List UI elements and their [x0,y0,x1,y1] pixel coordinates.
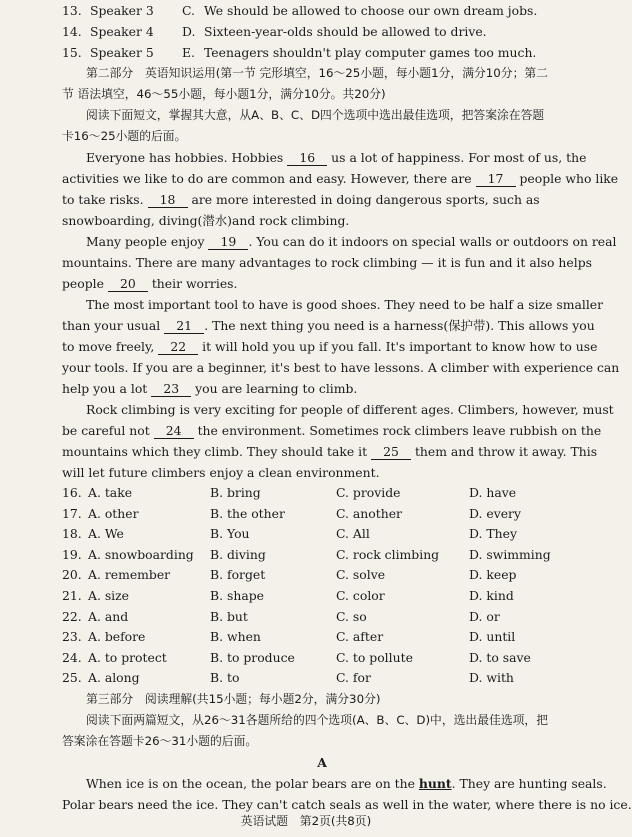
option-text: We should be allowed to choose our own dream jobs. [204,3,538,18]
option-d[interactable]: D. every [469,505,521,521]
option-c[interactable]: C. provide [336,485,401,500]
text: us a lot of happiness. For most of us, the [327,150,587,165]
text: . They are hunting seals. [451,775,607,791]
paragraph-3 [62,294,620,399]
option-b[interactable]: B. but [210,608,248,624]
part3-heading: 第三部分 阅读理解(共15小题；每小题2分，满分30分) [86,691,381,706]
option-c[interactable]: C. after [336,629,384,645]
question-number: 14. [62,24,82,39]
option-d[interactable]: D. to save [469,649,531,665]
option-b[interactable]: B. to produce [210,649,295,665]
text: you are learning to climb. [191,381,358,396]
text: When ice is on the ocean, the polar bears are on the [86,775,419,791]
part2-heading: 第二部分 英语知识运用(第一节 完形填空，16～25小题，每小题1分，满分10分；第二 [86,66,548,80]
option-d[interactable]: D. with [469,670,514,686]
speaker-row [62,21,582,42]
option-c[interactable]: C. to pollute [336,649,413,665]
option-d[interactable]: D. swimming [469,546,551,562]
option-a[interactable]: A. to protect [88,649,167,665]
option-d[interactable]: D. until [469,629,516,645]
question-number: 17. [62,505,82,521]
option-a[interactable]: A. remember [88,567,171,583]
passage-line [62,294,604,315]
option-d[interactable]: D. They [469,526,517,542]
speaker-label: Speaker 3 [90,3,154,18]
answer-blank: 22 [158,339,198,355]
option-c[interactable]: C. so [336,608,367,624]
option-c[interactable]: C. All [336,526,370,542]
question-number: 21. [62,587,82,603]
text: mountains which they climb. They should take it [62,444,371,459]
reading-line: Polar bears need the ice. They can't catch seals as well in the water, where there is no ice. [62,796,632,812]
option-b[interactable]: B. to [210,670,240,686]
question-number: 25. [62,670,82,686]
option-a[interactable]: A. size [88,587,130,603]
text: . The next thing you need is a harness(保护带). This allows you [204,318,595,333]
cloze-passage [62,147,620,483]
text: to move freely, [62,339,159,354]
paragraph-1 [62,147,619,231]
section-label: A [317,754,327,770]
paragraph-2 [62,231,617,294]
option-b[interactable]: B. when [210,629,261,645]
option-a[interactable]: A. snowboarding [88,546,194,562]
question-number: 22. [62,608,82,624]
question-row [62,607,582,628]
question-row [62,545,582,566]
text: The most important tool to have is good shoes. They need to be half a size smaller [86,297,604,312]
option-letter: D. [182,24,196,39]
passage-line [62,357,620,378]
speaker-row [62,42,582,63]
question-row [62,504,582,525]
option-letter: C. [182,3,195,18]
part3-instruction: 阅读下面两篇短文，从26～31各题所给的四个选项(A、B、C、D)中，选出最佳选项，把 [86,712,549,727]
option-d[interactable]: D. kind [469,587,514,603]
passage-line [62,168,619,189]
text: them and throw it away. This [411,444,598,459]
option-b[interactable]: B. forget [210,567,266,583]
text: will let future climbers enjoy a clean environment. [62,465,380,480]
question-number: 23. [62,629,82,645]
option-d[interactable]: D. keep [469,567,517,583]
question-number: 16. [62,485,82,500]
question-row [62,627,582,648]
answer-blank: 18 [148,192,188,208]
option-a[interactable]: A. take [88,485,133,500]
passage-line [62,210,582,231]
text: activities we like to do are common and easy. However, there are [62,171,476,186]
passage-line [62,399,614,420]
option-b[interactable]: B. the other [210,505,285,521]
answer-blank: 23 [151,381,191,397]
text: Everyone has hobbies. Hobbies [86,150,288,165]
question-number: 24. [62,649,82,665]
speaker-label: Speaker 5 [90,45,154,60]
question-number: 15. [62,45,82,60]
option-b[interactable]: B. You [210,526,250,542]
text: people [62,276,108,291]
passage-line [62,315,595,336]
option-letter: E. [182,45,195,60]
passage-line [62,147,587,168]
question-row [62,648,582,669]
answer-blank: 20 [108,276,148,292]
text: snowboarding, diving(潜水)and rock climbing. [62,213,350,228]
text: your tools. If you are a beginner, it's best to have lessons. A climber with experience can [62,360,620,375]
passage-line [62,420,602,441]
page-footer: 英语试题 第2页(共8页) [240,814,372,828]
text: be careful not [62,423,154,438]
passage-line [62,189,582,210]
text: Many people enjoy [86,234,209,249]
option-c[interactable]: C. color [336,587,385,603]
text: help you a lot [62,381,152,396]
question-number: 18. [62,526,82,542]
options-table [62,483,582,689]
question-row [62,586,582,607]
reading-line [62,773,607,794]
question-number: 13. [62,3,82,18]
part2-instruction: 阅读下面短文，掌握其大意，从A、B、C、D四个选项中选出最佳选项，把答案涂在答题 [86,108,545,122]
answer-blank: 19 [208,234,248,250]
text: . You can do it indoors on special walls or outdoors on real [248,234,617,249]
passage-line [62,231,617,252]
option-c[interactable]: C. rock climbing [336,546,440,562]
option-c[interactable]: C. for [336,670,371,686]
answer-blank: 21 [164,318,204,334]
text: are more interested in doing dangerous sports, such as [187,192,540,207]
option-d[interactable]: D. have [469,485,517,500]
option-a[interactable]: A. and [88,608,129,624]
option-a[interactable]: A. other [88,505,139,521]
speaker-label: Speaker 4 [90,24,154,39]
answer-blank: 16 [287,150,327,166]
text: people who like [515,171,619,186]
answer-blank: 17 [476,171,516,187]
part3-instruction-cont: 答案涂在答题卡26～31小题的后面。 [62,733,258,748]
option-a[interactable]: A. along [88,670,140,686]
passage-line [62,462,582,483]
option-c[interactable]: C. solve [336,567,386,583]
passage-line [62,252,592,273]
option-b[interactable]: B. bring [210,485,261,500]
part2-instruction-cont: 卡16～25小题的后面。 [62,129,187,143]
option-c[interactable]: C. another [336,505,402,521]
text: their worries. [147,276,238,291]
speaker-row [62,0,582,21]
question-number: 19. [62,546,82,562]
passage-line [62,273,582,294]
question-row [62,524,582,545]
passage-line [62,378,582,399]
passage-line [62,336,598,357]
question-row [62,483,582,504]
text: the environment. Sometimes rock climbers leave rubbish on the [193,423,602,438]
text: it will hold you up if you fall. It's important to know how to use [198,339,598,354]
passage-line [62,441,598,462]
option-a[interactable]: A. before [88,629,146,645]
part2-heading-cont: 节 语法填空，46～55小题，每小题1分，满分10分。共20分) [62,87,386,101]
question-row [62,565,582,586]
paragraph-4 [62,399,614,483]
option-b[interactable]: B. shape [210,587,264,603]
text: mountains. There are many advantages to rock climbing — it is fun and it also helps [62,255,592,270]
question-row [62,668,582,689]
text: Rock climbing is very exciting for people of different ages. Climbers, however, must [86,402,614,417]
speaker-list [62,0,582,63]
option-text: Sixteen-year-olds should be allowed to drive. [204,24,487,39]
text: than your usual [62,318,165,333]
text: to take risks. [62,192,148,207]
option-a[interactable]: A. We [88,526,124,542]
question-number: 20. [62,567,82,583]
answer-blank: 25 [371,444,411,460]
underlined-word: hunt [418,775,452,791]
option-d[interactable]: D. or [469,608,500,624]
option-text: Teenagers shouldn't play computer games too much. [204,45,537,60]
option-b[interactable]: B. diving [210,546,266,562]
answer-blank: 24 [154,423,194,439]
